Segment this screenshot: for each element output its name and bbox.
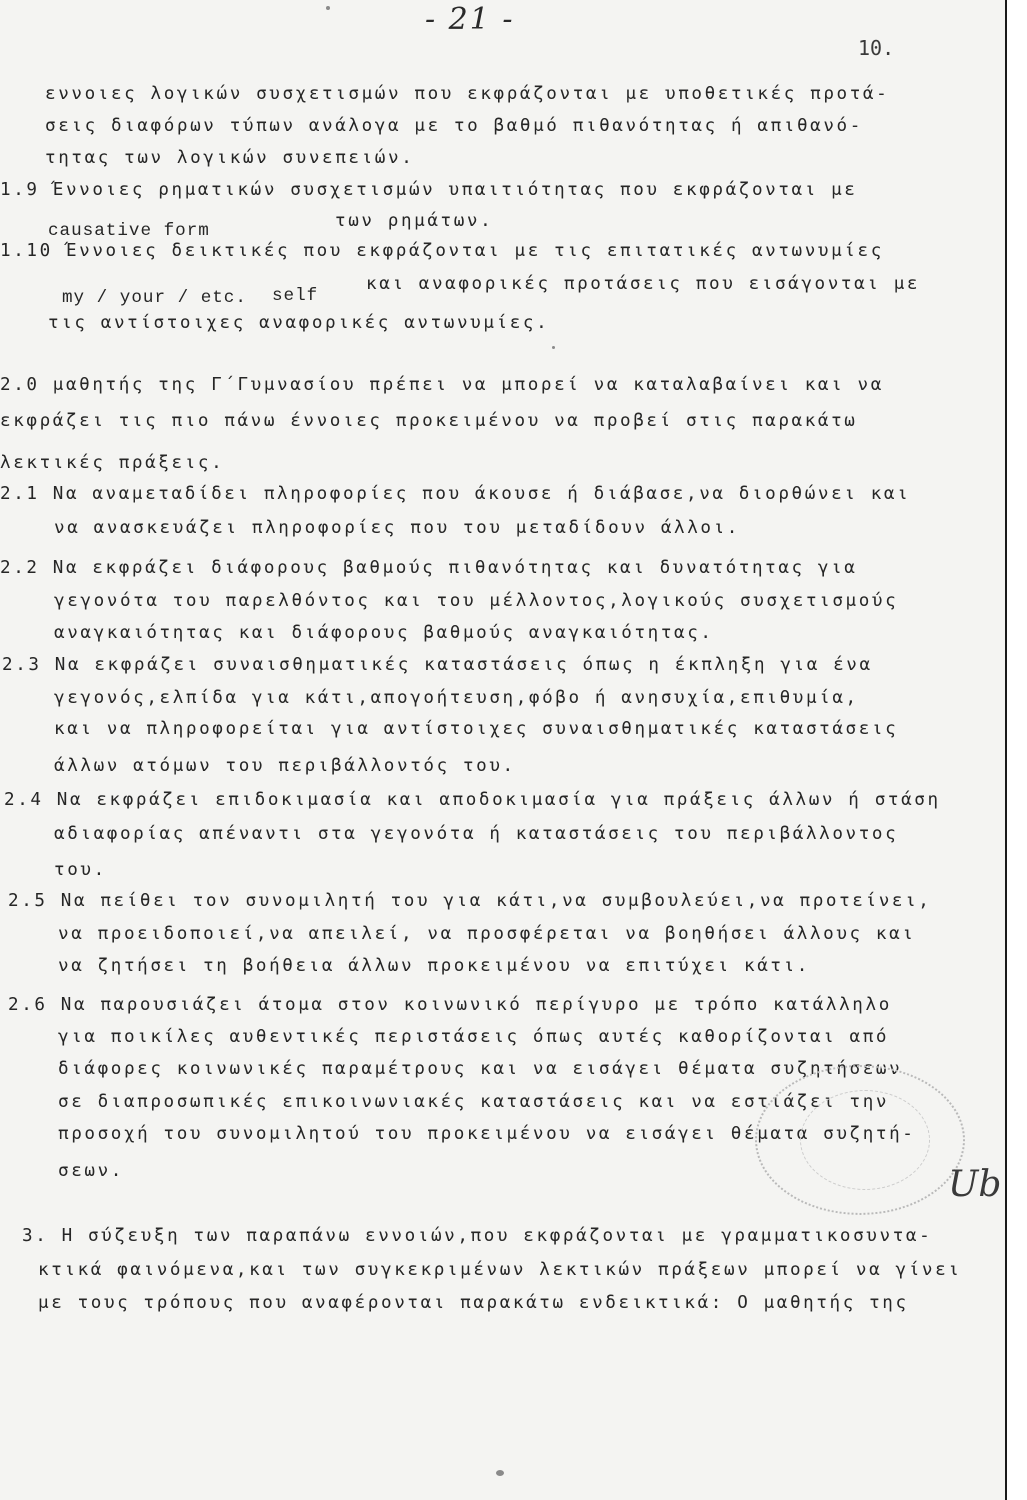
- text-line: κτικά φαινόμενα,και των συγκεκριμένων λεκτικών πράξεων μπορεί να γίνει: [38, 1260, 962, 1280]
- text-line-latin: causative form: [48, 221, 210, 241]
- text-line: του.: [54, 860, 107, 880]
- text-line: 2.2 Να εκφράζει διάφορους βαθμούς πιθανότητας και δυνατότητας για: [0, 558, 858, 578]
- text-line: προσοχή του συνομιλητού του προκειμένου να εισάγει θέματα συζητή-: [58, 1124, 916, 1144]
- text-line: αναγκαιότητας και διάφορους βαθμούς αναγκαιότητας.: [54, 623, 714, 643]
- text-line: σεις διαφόρων τύπων ανάλογα με το βαθμό πιθανότητας ή απιθανό-: [45, 116, 863, 136]
- text-line: λεκτικές πράξεις.: [0, 453, 225, 473]
- text-line: εκφράζει τις πιο πάνω έννοιες προκειμένου να προβεί στις παρακάτω: [0, 411, 858, 431]
- text-line: να ανασκευάζει πληροφορίες που του μεταδίδουν άλλοι.: [54, 518, 741, 538]
- text-line: διάφορες κοινωνικές παραμέτρους και να εισάγει θέματα συζητήσεων: [58, 1059, 903, 1079]
- text-line: σεων.: [58, 1161, 124, 1181]
- text-line: 2.3 Να εκφράζει συναισθηματικές καταστάσεις όπως η έκπληξη για ένα: [2, 655, 873, 675]
- text-line: και αναφορικές προτάσεις που εισάγονται με: [366, 274, 921, 294]
- text-line: 2.5 Να πείθει τον συνομιλητή του για κάτι,να συμβουλεύει,να προτείνει,: [8, 891, 932, 911]
- text-line: να προειδοποιεί,να απειλεί, να προσφέρεται να βοηθήσει άλλους και: [58, 924, 916, 944]
- text-line: 2.4 Να εκφράζει επιδοκιμασία και αποδοκιμασία για πράξεις άλλων ή στάση: [4, 790, 941, 810]
- text-line: τητας των λογικών συνεπειών.: [45, 148, 415, 168]
- text-line: αδιαφορίας απέναντι στα γεγονότα ή καταστάσεις του περιβάλλοντος: [54, 824, 899, 844]
- text-line: 2.6 Να παρουσιάζει άτομα στον κοινωνικό περίγυρο με τρόπο κατάλληλο: [8, 995, 892, 1015]
- scan-speck: [496, 1470, 504, 1476]
- text-line-latin: my / your / etc.: [62, 288, 247, 308]
- text-line: 3. Η σύζευξη των παραπάνω εννοιών,που εκφράζονται με γραμματικοσυντα-: [22, 1226, 933, 1246]
- scan-speck: [552, 346, 555, 349]
- official-stamp-inner-ring: [800, 1090, 930, 1190]
- text-line: 1.10 Έννοιες δεικτικές που εκφράζονται με τις επιτατικές αντωνυμίες: [0, 241, 884, 261]
- text-line: με τους τρόπους που αναφέρονται παρακάτω ενδεικτικά: Ο μαθητής της: [38, 1293, 909, 1313]
- text-line: σε διαπροσωπικές επικοινωνιακές καταστάσεις και να εστιάζει την: [58, 1092, 890, 1112]
- text-line: γεγονότα του παρελθόντος και του μέλλοντος,λογικούς συσχετισμούς: [54, 591, 899, 611]
- text-line: άλλων ατόμων του περιβάλλοντός του.: [54, 756, 516, 776]
- text-line: 1.9 Έννοιες ρηματικών συσχετισμών υπαιτιότητας που εκφράζονται με: [0, 180, 858, 200]
- handwritten-page-number: - 21 -: [425, 2, 515, 37]
- scan-margin-edge: [1005, 0, 1027, 1500]
- scan-speck: [326, 6, 330, 10]
- text-line: 2.0 μαθητής της Γ΄Γυμνασίου πρέπει να μπορεί να καταλαβαίνει και να: [0, 375, 884, 395]
- text-line-latin: self: [272, 286, 319, 306]
- typed-page-number: 10.: [858, 36, 895, 60]
- handwritten-signature: Ub: [948, 1164, 1002, 1205]
- text-line: να ζητήσει τη βοήθεια άλλων προκειμένου να επιτύχει κάτι.: [58, 956, 810, 976]
- text-line: των ρημάτων.: [335, 211, 494, 231]
- text-line: εννοιες λογικών συσχετισμών που εκφράζονται με υποθετικές προτά-: [45, 84, 890, 104]
- text-line: για ποικίλες αυθεντικές περιστάσεις όπως αυτές καθορίζονται από: [58, 1027, 890, 1047]
- text-line: 2.1 Να αναμεταδίδει πληροφορίες που άκουσε ή διάβασε,να διορθώνει και: [0, 484, 911, 504]
- text-line: τις αντίστοιχες αναφορικές αντωνυμίες.: [48, 313, 550, 333]
- text-line: και να πληροφορείται για αντίστοιχες συναισθηματικές καταστάσεις: [54, 719, 899, 739]
- text-line: γεγονός,ελπίδα για κάτι,απογοήτευση,φόβο ή ανησυχία,επιθυμία,: [54, 688, 859, 708]
